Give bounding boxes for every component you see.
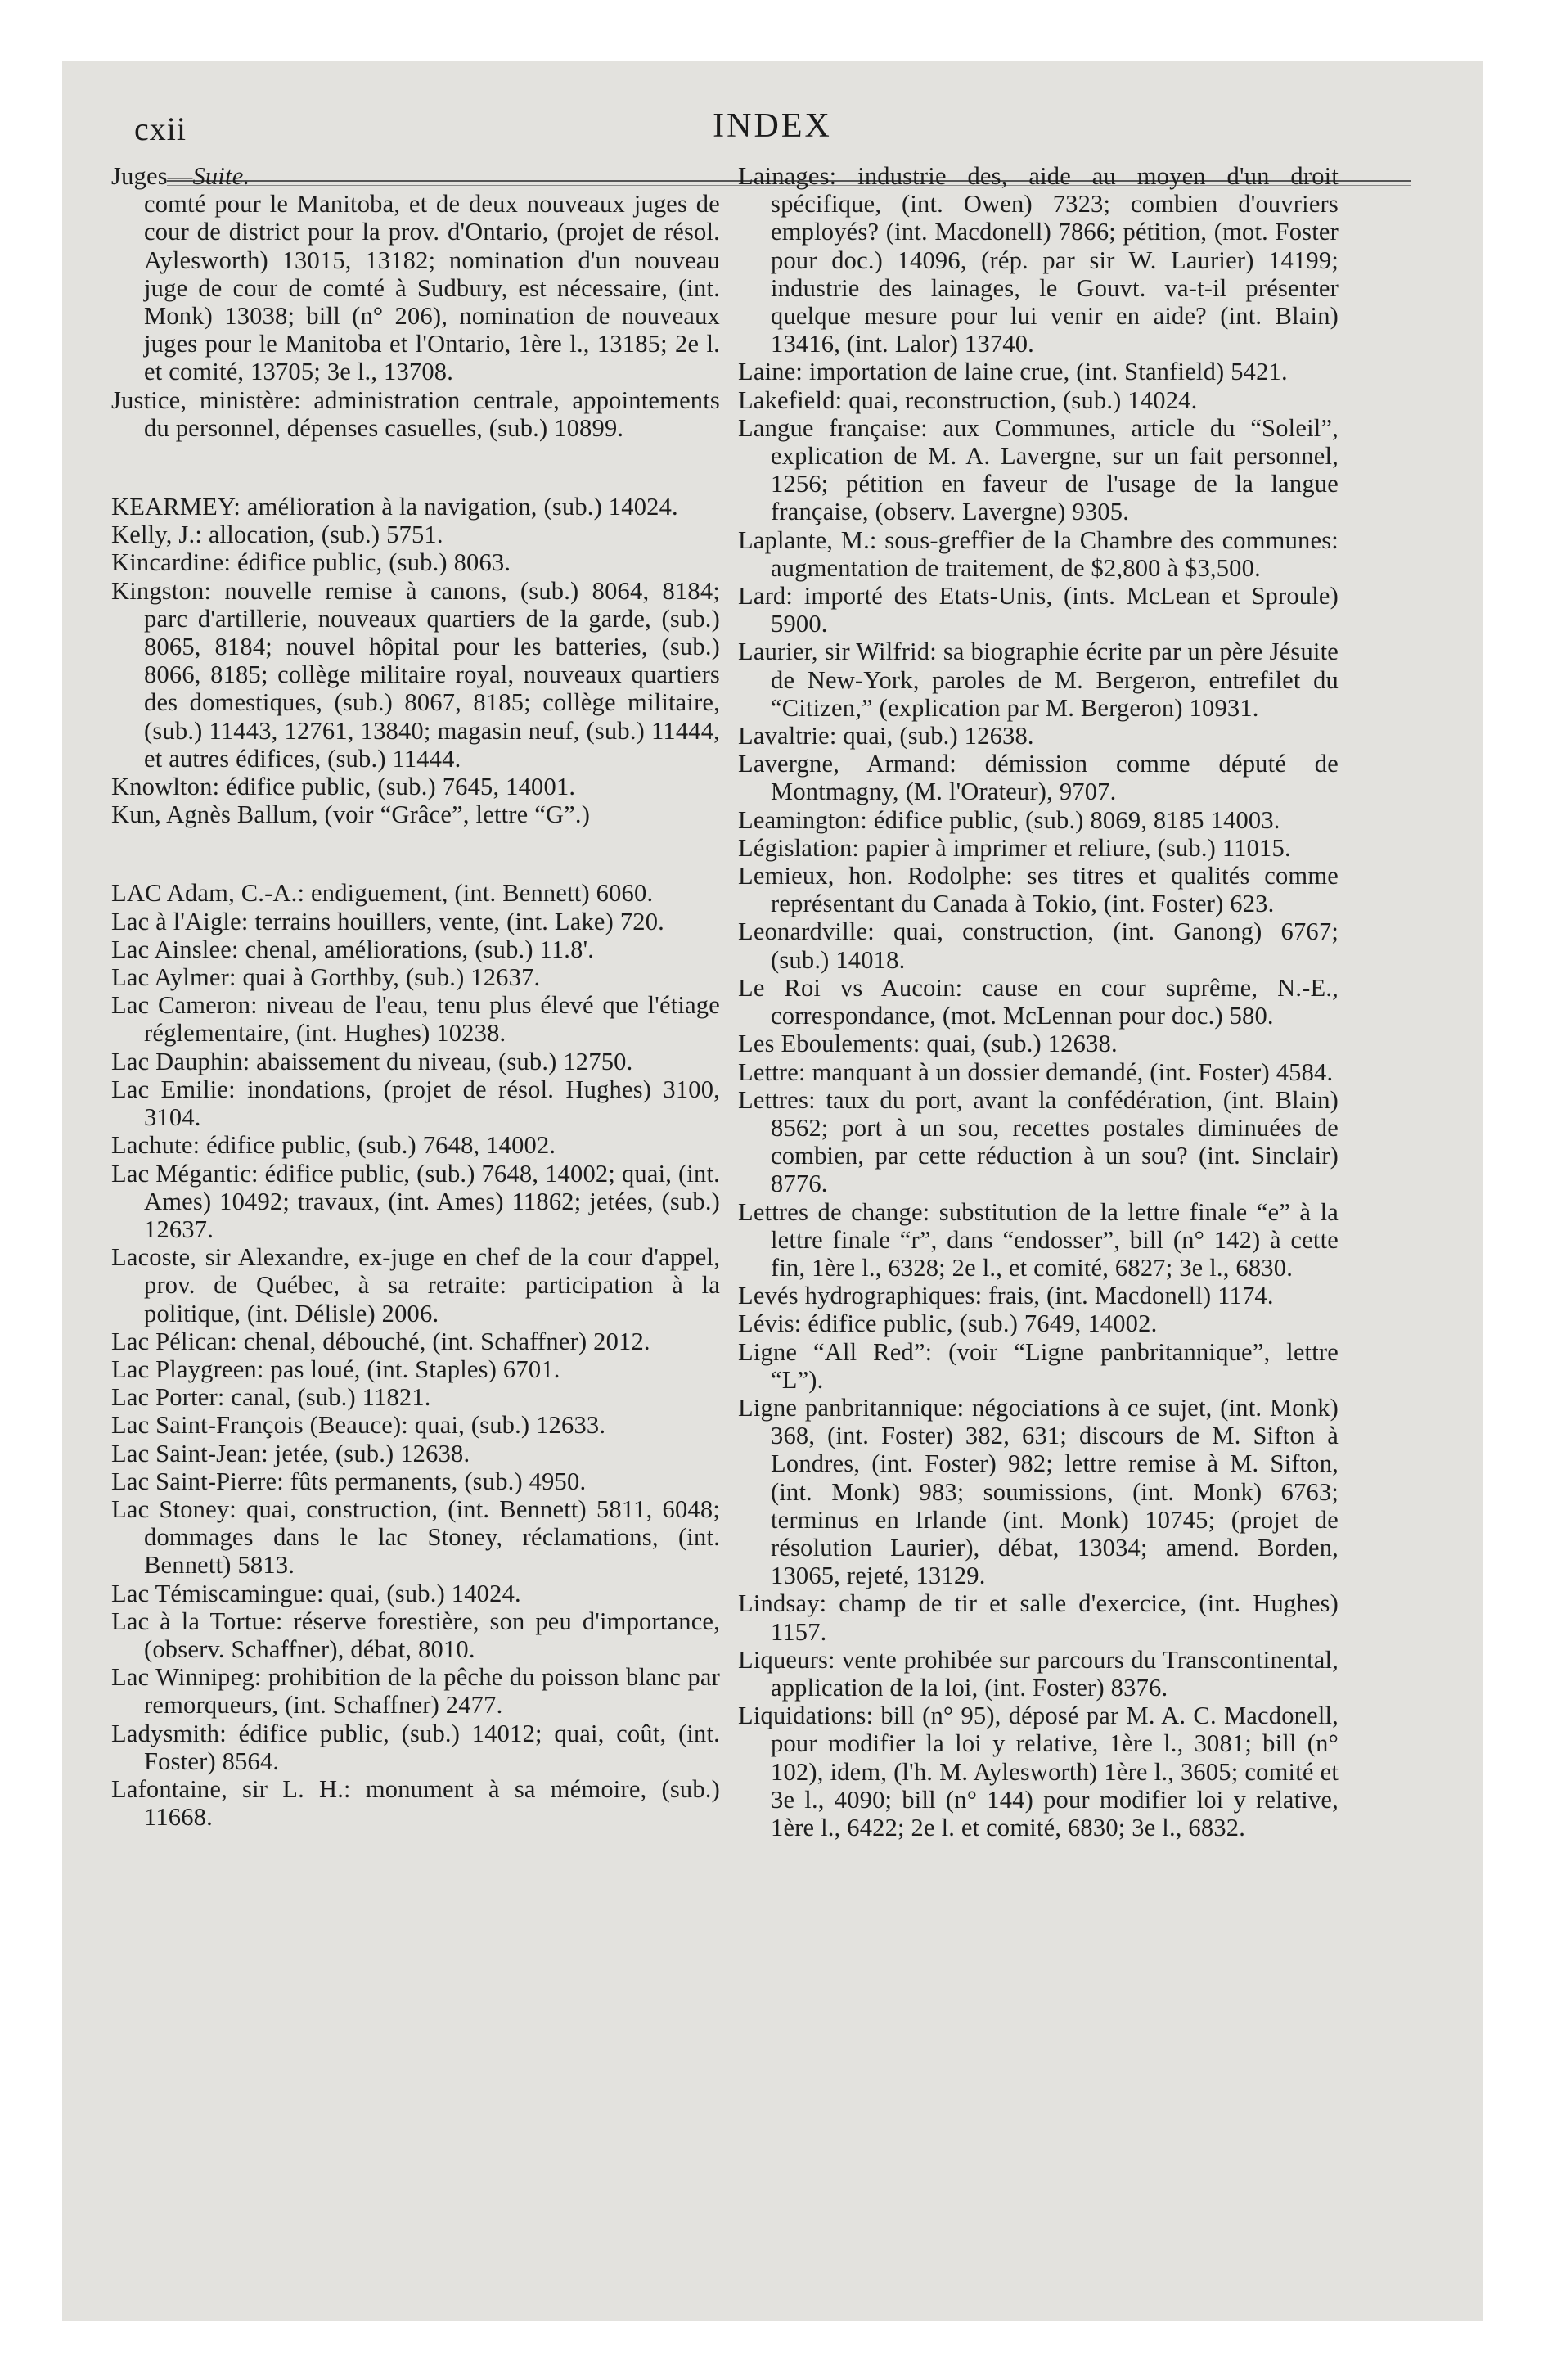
- index-entry: [111, 1383, 720, 1411]
- index-entry: [738, 1086, 1339, 1198]
- index-entry-text: Législation: papier à imprimer et reliure, (sub.) 11015.: [738, 833, 1291, 862]
- index-entry-text: Lavaltrie: quai, (sub.) 12638.: [738, 722, 1034, 751]
- index-entry: [738, 1338, 1339, 1394]
- index-entry-text: Lac Saint-Jean: jetée, (sub.) 12638.: [111, 1439, 470, 1467]
- index-entry-text: Lavergne, Armand: démission comme député de Montmagny, (M. l'Orateur), 9707.: [738, 750, 1339, 806]
- index-entry-text: Lac Saint-Pierre: fûts permanents, (sub.) 4950.: [111, 1467, 587, 1495]
- index-entry-text: Lac Porter: canal, (sub.) 11821.: [111, 1383, 431, 1412]
- index-entry-text: Lainages: industrie des, aide au moyen d'un droit spécifique, (int. Owen) 7323; combien d'ouvriers employés? (int. Macdonell) 7866; pétition, (mot. Foster pour doc.) 14096, (rép. par sir W. Laurier) 14199; industrie des lainages, le Gouvt. va-t-il présenter quelque mesure pour lui venir en aide? (int. Blain) 13416, (int. Lalor) 13740.: [738, 162, 1339, 358]
- index-entry-text: Le Roi vs Aucoin: cause en cour suprême, N.-E., correspondance, (mot. McLennan pour doc.) 580.: [738, 973, 1339, 1030]
- index-entry-text: Laine: importation de laine crue, (int. Stanfield) 5421.: [738, 358, 1288, 386]
- index-entry-text: Juges—: [111, 162, 193, 190]
- index-entry-text: Lac Saint-François (Beauce): quai, (sub.) 12633.: [111, 1411, 606, 1440]
- index-entry: [738, 722, 1339, 750]
- index-entry-text: Leonardville: quai, construction, (int. Ganong) 6767; (sub.) 14018.: [738, 917, 1339, 974]
- index-entry: [738, 358, 1339, 385]
- index-entry-text: Lac Winnipeg: prohibition de la pêche du poisson blanc par remorqueurs, (int. Schaffner) 2477.: [111, 1663, 720, 1720]
- index-entry-text: Knowlton: édifice public, (sub.) 7645, 14001.: [111, 773, 576, 801]
- index-entry: [111, 1775, 720, 1831]
- index-entry-text: Lindsay: champ de tir et salle d'exercice, (int. Hughes) 1157.: [738, 1589, 1339, 1646]
- index-entry: [738, 1030, 1339, 1057]
- index-entry-text: Liqueurs: vente prohibée sur parcours du Transcontinental, application de la loi, (int. Foster) 8376.: [738, 1645, 1339, 1702]
- index-entry-text: Lévis: édifice public, (sub.) 7649, 14002.: [738, 1309, 1158, 1338]
- index-entry-text: Lacoste, sir Alexandre, ex-juge en chef de la cour d'appel, prov. de Québec, à sa retraite: participation à la politique, (int. Délisle) 2006.: [111, 1243, 720, 1327]
- index-entry: [111, 1048, 720, 1075]
- index-entry: [738, 414, 1339, 526]
- index-entry: [738, 974, 1339, 1030]
- index-entry: [111, 935, 720, 963]
- index-entry-text: Lard: importé des Etats-Unis, (ints. McLean et Sproule) 5900.: [738, 582, 1339, 638]
- index-entry-text: Justice, ministère: administration centrale, appointements du personnel, dépenses casuelles, (sub.) 10899.: [111, 385, 720, 442]
- index-entry: [111, 1327, 720, 1355]
- page-number: cxii: [134, 110, 187, 147]
- index-entry-text: Lac Playgreen: pas loué, (int. Staples) 6701.: [111, 1355, 560, 1383]
- index-entry: [111, 1580, 720, 1607]
- index-entry: [738, 1282, 1339, 1309]
- index-column-right: [738, 162, 1339, 1841]
- index-entry: [111, 1075, 720, 1131]
- index-entry-text: Ligne “All Red”: (voir “Ligne panbritannique”, lettre “L”).: [738, 1337, 1339, 1394]
- index-entry-text: Kun, Agnès Ballum, (voir “Grâce”, lettre “G”.): [111, 800, 591, 829]
- index-entry: [111, 548, 720, 576]
- index-entry: [738, 1058, 1339, 1086]
- index-entry: [738, 750, 1339, 805]
- index-entry: [738, 1646, 1339, 1702]
- page-title: INDEX: [713, 107, 832, 145]
- index-entry: [111, 386, 720, 442]
- index-entry: [738, 386, 1339, 414]
- index-entry: [738, 582, 1339, 638]
- index-entry: [738, 806, 1339, 834]
- index-entry-text: Lac à l'Aigle: terrains houillers, vente, (int. Lake) 720.: [111, 907, 665, 935]
- index-entry: [111, 1131, 720, 1159]
- index-entry: [738, 834, 1339, 862]
- index-entry: [111, 908, 720, 935]
- index-entry-text: Kincardine: édifice public, (sub.) 8063.: [111, 548, 511, 577]
- index-entry: [111, 1663, 720, 1719]
- index-entry: [111, 493, 720, 521]
- index-entry-text: Lettres de change: substitution de la lettre finale “e” à la lettre finale “r”, dans “endosser”, bill (n° 142) à cette fin, 1ère l., 6328; 2e l., et comité, 6827; 3e l., 6830.: [738, 1197, 1339, 1282]
- index-entry: [111, 1720, 720, 1775]
- index-entry-text: Levés hydrographiques: frais, (int. Macdonell) 1174.: [738, 1282, 1274, 1310]
- index-entry-text: Lac Stoney: quai, construction, (int. Bennett) 5811, 6048; dommages dans le lac Stoney, réclamations, (int. Bennett) 5813.: [111, 1494, 720, 1580]
- index-entry: [111, 963, 720, 991]
- index-entry-text: Ligne panbritannique: négociations à ce sujet, (int. Monk) 368, (int. Foster) 382, 631; discours de M. Sifton à Londres, (int. Foster) 982; lettre remise à M. Sifton, (int. Monk) 983; soumissions, (int. Monk) 6763; terminus en Irlande (int. Monk) 10745; (projet de résolution Laurier), débat, 13034; amend. Borden, 13065, rejeté, 13129.: [738, 1393, 1339, 1590]
- index-entry: [111, 190, 720, 385]
- index-entry-text: Lemieux, hon. Rodolphe: ses titres et qualités comme représentant du Canada à Tokio, (int. Foster) 623.: [738, 862, 1339, 918]
- index-entry-italic: Suite.: [192, 162, 250, 190]
- index-entry: [738, 526, 1339, 582]
- index-entry-text: Les Eboulements: quai, (sub.) 12638.: [738, 1030, 1118, 1058]
- index-entry-text: Lettre: manquant à un dossier demandé, (int. Foster) 4584.: [738, 1057, 1334, 1086]
- index-entry: [111, 162, 720, 190]
- index-entry: [111, 773, 720, 800]
- index-entry: [111, 991, 720, 1047]
- index-entry: [111, 1355, 720, 1383]
- index-entry-text: Kingston: nouvelle remise à canons, (sub.) 8064, 8184; parc d'artillerie, nouveaux quartiers de la garde, (sub.) 8065, 8184; nouvel hôpital pour les batteries, (sub.) 8066, 8185; collège militaire royal, nouveaux quartiers des domestiques, (sub.) 8067, 8185; collège militaire, (sub.) 11443, 12761, 13840; magasin neuf, (sub.) 11444, et autres édifices, (sub.) 11444.: [111, 576, 720, 773]
- index-entry: [111, 1411, 720, 1439]
- index-entry: [738, 1394, 1339, 1589]
- index-entry-text: comté pour le Manitoba, et de deux nouveaux juges de cour de district pour la prov. d'Ontario, (projet de résol. Aylesworth) 13015, 13182; nomination d'un nouveau juge de cour de comté à Sudbury, est nécessaire, (int. Monk) 13038; bill (n° 206), nomination de nouveaux juges pour le Manitoba et l'Ontario, 1ère l., 13185; 2e l. et comité, 13705; 3e l., 13708.: [144, 190, 720, 386]
- index-entry: [738, 1702, 1339, 1841]
- index-entry: [111, 1607, 720, 1663]
- index-entry: [111, 1440, 720, 1467]
- index-entry-text: Lac Dauphin: abaissement du niveau, (sub.) 12750.: [111, 1047, 633, 1075]
- index-entry-text: Lac Cameron: niveau de l'eau, tenu plus élevé que l'étiage réglementaire, (int. Hughes) 10238.: [111, 991, 720, 1048]
- index-entry: [111, 879, 720, 907]
- index-entry: [111, 800, 720, 828]
- index-entry-text: Laurier, sir Wilfrid: sa biographie écrite par un père Jésuite de New-York, paroles de M. Bergeron, entrefilet du “Citizen,” (explication par M. Bergeron) 10931.: [738, 638, 1339, 722]
- index-entry-text: Lafontaine, sir L. H.: monument à sa mémoire, (sub.) 11668.: [111, 1774, 720, 1832]
- section-gap: [111, 828, 720, 879]
- index-entry-text: KEARMEY: amélioration à la navigation, (sub.) 14024.: [111, 493, 678, 521]
- index-entry: [111, 577, 720, 773]
- index-entry-text: Lac Aylmer: quai à Gorthby, (sub.) 12637.: [111, 963, 541, 992]
- index-entry-text: Lac Ainslee: chenal, améliorations, (sub.) 11.8'.: [111, 935, 595, 963]
- index-entry: [738, 917, 1339, 973]
- index-entry-text: Lachute: édifice public, (sub.) 7648, 14002.: [111, 1131, 556, 1160]
- index-entry-text: Lac Mégantic: édifice public, (sub.) 7648, 14002; quai, (int. Ames) 10492; travaux, (int. Ames) 11862; jetées, (sub.) 12637.: [111, 1159, 720, 1243]
- index-column-left: [111, 162, 720, 1831]
- index-entry: [738, 862, 1339, 917]
- index-entry-text: Lac Emilie: inondations, (projet de résol. Hughes) 3100, 3104.: [111, 1075, 720, 1132]
- index-entry: [111, 1467, 720, 1495]
- index-entry: [111, 1243, 720, 1327]
- index-entry-text: Lac Pélican: chenal, débouché, (int. Schaffner) 2012.: [111, 1327, 650, 1355]
- index-entry-text: Langue française: aux Communes, article du “Soleil”, explication de M. A. Lavergne, sur un fait personnel, 1256; pétition en faveur de l'usage de la langue française, (observ. Lavergne) 9305.: [738, 413, 1339, 526]
- index-entry-text: Liquidations: bill (n° 95), déposé par M. A. C. Macdonell, pour modifier la loi y relative, 1ère l., 3081; bill (n° 102), idem, (l'h. M. Aylesworth) 1ère l., 3605; comité et 3e l., 4090; bill (n° 144) pour modifier loi y relative, 1ère l., 6422; 2e l. et comité, 6830; 3e l., 6832.: [738, 1702, 1339, 1841]
- index-entry-text: Lettres: taux du port, avant la confédération, (int. Blain) 8562; port à un sou, recettes postales diminuées de combien, par cette réduction à un sou? (int. Sinclair) 8776.: [738, 1085, 1339, 1198]
- index-entry: [738, 638, 1339, 722]
- index-entry-text: Lac Témiscamingue: quai, (sub.) 14024.: [111, 1579, 521, 1607]
- index-entry: [111, 1495, 720, 1580]
- index-entry: [738, 1198, 1339, 1282]
- index-entry: [111, 521, 720, 548]
- index-entry: [738, 1309, 1339, 1337]
- index-entry-text: Lac à la Tortue: réserve forestière, son peu d'importance, (observ. Schaffner), débat, 8010.: [111, 1607, 720, 1663]
- index-entry-text: Ladysmith: édifice public, (sub.) 14012; quai, coût, (int. Foster) 8564.: [111, 1719, 720, 1775]
- section-gap: [111, 442, 720, 493]
- index-entry-text: Kelly, J.: allocation, (sub.) 5751.: [111, 521, 443, 549]
- index-entry-text: Leamington: édifice public, (sub.) 8069, 8185 14003.: [738, 805, 1280, 834]
- index-entry: [111, 1160, 720, 1244]
- index-entry-text: Laplante, M.: sous-greffier de la Chambre des communes: augmentation de traitement, de $2,800 à $3,500.: [738, 525, 1339, 582]
- index-entry-text: LAC Adam, C.-A.: endiguement, (int. Bennett) 6060.: [111, 879, 654, 908]
- index-entry-text: Lakefield: quai, reconstruction, (sub.) 14024.: [738, 385, 1198, 414]
- index-entry: [738, 162, 1339, 358]
- index-entry: [738, 1589, 1339, 1645]
